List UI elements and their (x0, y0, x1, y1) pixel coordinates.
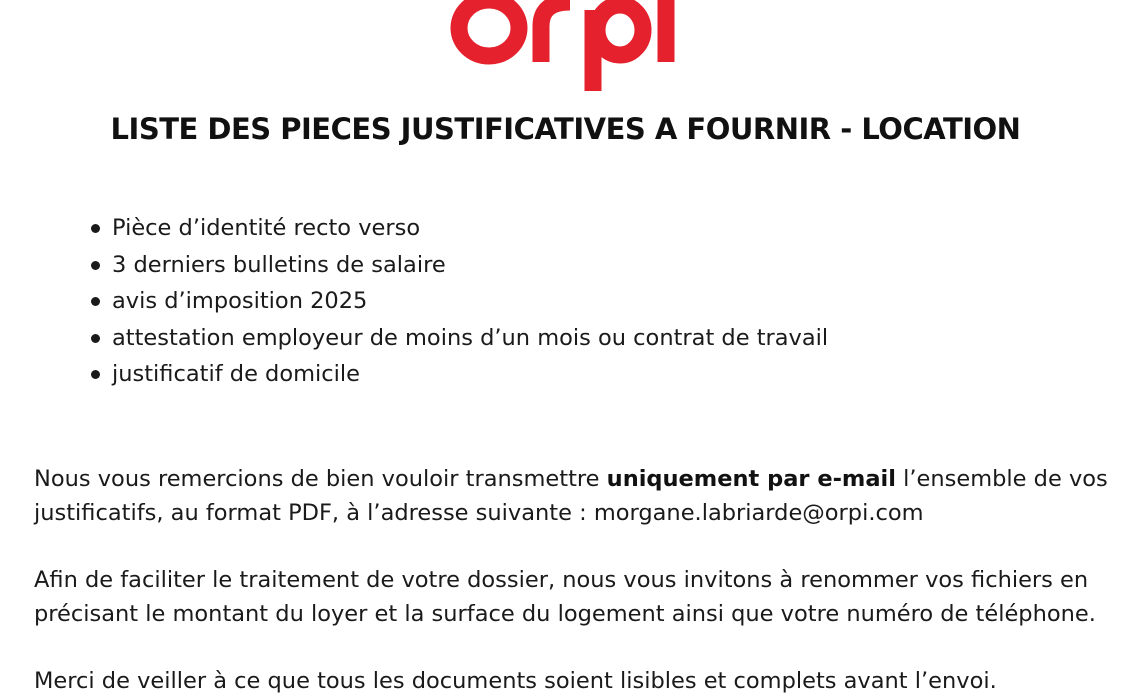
list-item (88, 210, 828, 247)
email-instructions-paragraph (34, 462, 1114, 530)
logo-letter-r (541, 2, 570, 62)
bullet-icon (91, 334, 100, 343)
list-item-label: Pièce d’identité recto verso (112, 215, 421, 241)
list-item-label: 3 derniers bulletins de salaire (112, 251, 446, 278)
paragraph-line: Merci de veiller à ce que tous les documents soient lisibles et complets avant l’envoi. (34, 668, 997, 694)
orpi-logo (448, 0, 684, 96)
list-item-label: justificatif de domicile (112, 361, 360, 387)
paragraph-line: précisant le montant du loyer et la surface du logement ainsi que votre numéro de téléphone. (34, 601, 1096, 627)
emphasis-email-only: uniquement par e-mail (606, 466, 896, 492)
required-documents-list (88, 210, 828, 393)
logo-letter-p-bowl (597, 5, 643, 55)
paragraph-line (34, 496, 1114, 530)
paragraph-line (34, 462, 1114, 496)
file-naming-paragraph (34, 563, 1114, 631)
list-item (88, 356, 828, 393)
bullet-icon (91, 261, 100, 270)
closing-paragraph (34, 664, 1114, 698)
bullet-icon (91, 224, 100, 233)
list-item (88, 320, 828, 357)
list-item-label: attestation employeur de moins d’un mois ou contrat de travail (112, 324, 829, 351)
bullet-icon (91, 370, 100, 379)
paragraph-line: Afin de faciliter le traitement de votre dossier, nous vous invitons à renommer vos fichiers en (34, 567, 1089, 593)
list-item (88, 247, 828, 284)
contact-email: morgane.labriarde@orpi.com (593, 500, 924, 526)
logo-letter-o (459, 0, 519, 56)
paragraph-text: l’ensemble de vos (896, 466, 1108, 492)
list-item-label: avis d’imposition 2025 (112, 288, 368, 314)
bullet-icon (91, 297, 100, 306)
list-item (88, 283, 828, 320)
paragraph-text: justificatifs, au format PDF, à l’adresse suivante : (34, 500, 594, 526)
orpi-logo-mark (459, 0, 666, 91)
paragraph-text: Nous vous remercions de bien vouloir transmettre (34, 466, 607, 492)
page-title: LISTE DES PIECES JUSTIFICATIVES A FOURNIR - LOCATION (110, 112, 1021, 146)
